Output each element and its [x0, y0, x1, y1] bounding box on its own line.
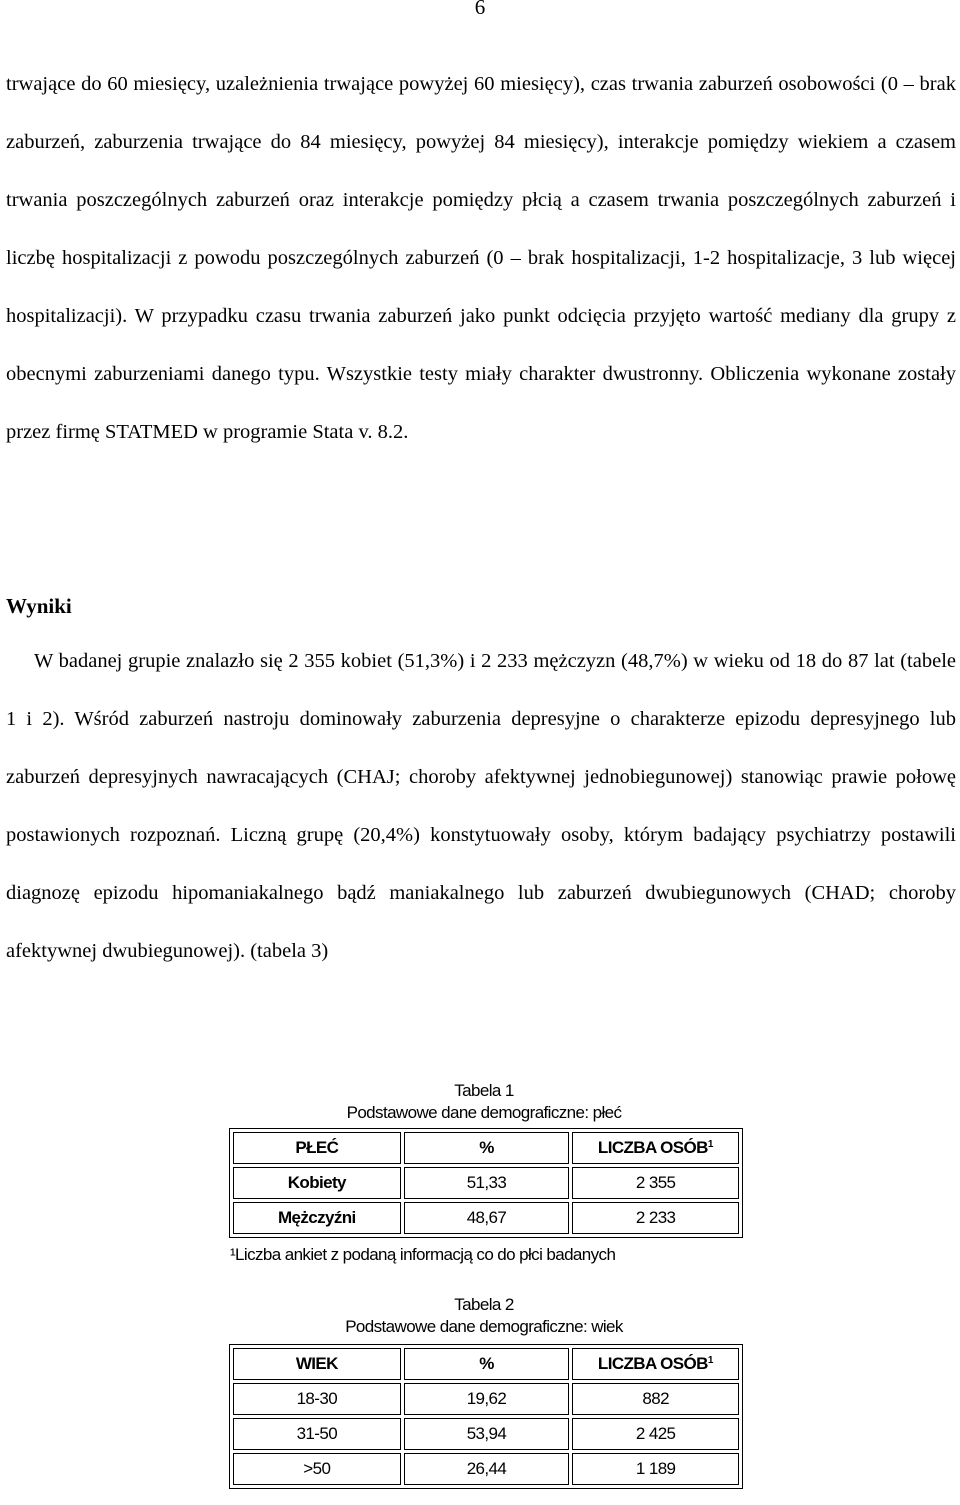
table-cell: 31-50 — [233, 1418, 401, 1450]
table-cell: 48,67 — [404, 1202, 570, 1234]
table2-age-demographics — [229, 1344, 743, 1489]
table-cell: Mężczyźni — [233, 1202, 401, 1234]
table-header-cell: LICZBA OSÓB$^1$ — [572, 1348, 739, 1380]
table-cell: Kobiety — [233, 1167, 401, 1199]
table-header-cell: WIEK — [233, 1348, 401, 1380]
results-paragraph: W badanej grupie znalazło się 2 355 kobiet (51,3%) i 2 233 mężczyzn (48,7%) w wieku od 18 do 87 lat (tabele 1 i 2). Wśród zaburzeń nastroju dominowały zaburzenia depresyjne o charakterze epizodu depresyjnego lub zaburzeń depresyjnych nawracających (CHAJ; choroby afektywnej jednobiegunowej) stanowiąc prawie połowę postawionych rozpoznań. Liczną grupę (20,4%) konstytuowały osoby, którym badający psychiatrzy postawili diagnozę epizodu hipomaniakalnego bądź maniakalnego lub zaburzeń dwubiegunowych (CHAD; choroby afektywnej dwubiegunowej). (tabela 3) — [6, 650, 956, 962]
footnote-marker: 1 — [707, 1139, 714, 1150]
table1-subtitle: Podstawowe dane demograficzne: płeć — [346, 1103, 622, 1122]
table-header-row — [233, 1132, 739, 1164]
table-cell: 2 355 — [572, 1167, 739, 1199]
table-header-cell: LICZBA OSÓB$^1$ — [572, 1132, 739, 1164]
table-header-cell: PŁEĆ — [233, 1132, 401, 1164]
table-row — [233, 1202, 739, 1234]
footnote-marker: 1 — [707, 1355, 714, 1366]
table2-subtitle: Podstawowe dane demograficzne: wiek — [345, 1317, 623, 1336]
table1-title: Tabela 1 — [454, 1081, 514, 1100]
table1-caption — [228, 1080, 740, 1124]
table-cell: >50 — [233, 1453, 401, 1485]
table-cell: 51,33 — [404, 1167, 570, 1199]
table-cell: 18-30 — [233, 1383, 401, 1415]
table-row — [233, 1453, 739, 1485]
table-header-row — [233, 1348, 739, 1380]
table-cell: 26,44 — [404, 1453, 570, 1485]
table2-caption — [228, 1294, 740, 1338]
table-cell: 19,62 — [404, 1383, 570, 1415]
table1-footnote: ¹Liczba ankiet z podaną informacją co do płci badanych — [230, 1245, 616, 1264]
table-cell: 2 233 — [572, 1202, 739, 1234]
table-cell: 1 189 — [572, 1453, 739, 1485]
page-number: 6 — [474, 0, 486, 19]
table-header-cell: % — [404, 1348, 570, 1380]
table-cell: 53,94 — [404, 1418, 570, 1450]
table-cell: 2 425 — [572, 1418, 739, 1450]
table2-title: Tabela 2 — [454, 1295, 514, 1314]
table1-sex-demographics — [229, 1128, 743, 1238]
table-row — [233, 1418, 739, 1450]
table-cell: 882 — [572, 1383, 739, 1415]
results-heading: Wyniki — [6, 594, 72, 618]
table-header-cell: % — [404, 1132, 570, 1164]
methods-paragraph: trwające do 60 miesięcy, uzależnienia trwające powyżej 60 miesięcy), czas trwania zaburzeń osobowości (0 – brak zaburzeń, zaburzenia trwające do 84 miesięcy, powyżej 84 miesięcy), interakcje pomiędzy wiekiem a czasem trwania poszczególnych zaburzeń oraz interakcje pomiędzy płcią a czasem trwania poszczególnych zaburzeń i liczbę hospitalizacji z powodu poszczególnych zaburzeń (0 – brak hospitalizacji, 1-2 hospitalizacje, 3 lub więcej hospitalizacji). W przypadku czasu trwania zaburzeń jako punkt odcięcia przyjęto wartość mediany dla grupy z obecnymi zaburzeniami danego typu. Wszystkie testy miały charakter dwustronny. Obliczenia wykonane zostały przez firmę STATMED w programie Stata v. 8.2. — [6, 73, 956, 443]
table-row — [233, 1383, 739, 1415]
table-row — [233, 1167, 739, 1199]
